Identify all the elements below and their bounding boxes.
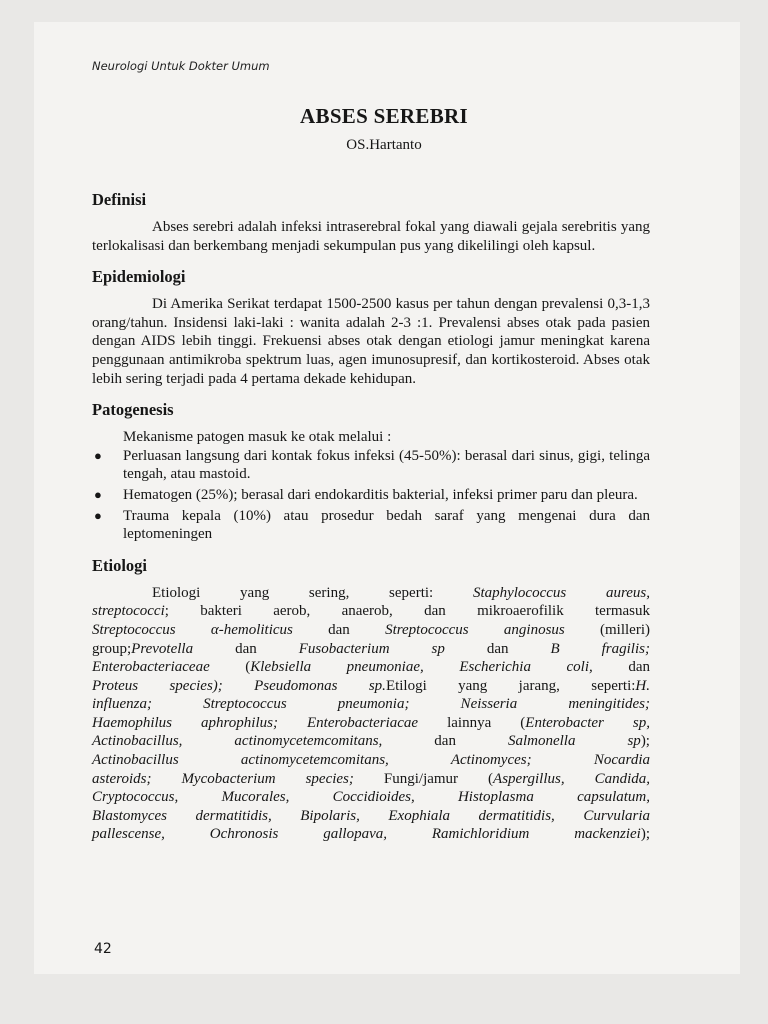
section-lead-text: Mekanisme patogen masuk ke otak melalui :	[123, 429, 392, 446]
list-item-text: Perluasan langsung dari kontak fokus infeksi (45-50%): berasal dari sinus, gigi, telinga tengah, atau mastoid.	[123, 447, 650, 483]
section-heading: Epidemiologi	[92, 267, 186, 287]
bullet-list	[92, 447, 650, 544]
text-run: Etilogi yang jarang, seperti:	[385, 677, 636, 694]
author-name: OS.Hartanto	[346, 137, 422, 153]
paragraph-line	[92, 770, 650, 789]
paragraph-line	[92, 695, 650, 714]
text-run: );	[640, 826, 650, 843]
list-item-text: Hematogen (25%); berasal dari endokarditis bakterial, infeksi primer paru dan pleura.	[123, 486, 638, 503]
text-run: dan	[592, 659, 650, 676]
section-paragraph	[92, 584, 650, 844]
italic-text-run: Aspergillus, Candida,	[493, 770, 650, 787]
paragraph-line	[92, 658, 650, 677]
italic-text-run: Blastomyces dermatitidis, Bipolaris, Exophiala dermatitidis, Curvularia	[92, 807, 650, 824]
paragraph-line	[92, 640, 650, 659]
italic-text-run: asteroids; Mycobacterium species;	[92, 770, 354, 787]
bullet-icon: ●	[94, 507, 102, 523]
text-run: (milleri)	[564, 621, 650, 638]
chapter-title: ABSES SEREBRI	[300, 104, 468, 128]
italic-text-run: Klebsiella pneumoniae, Escherichia coli,	[250, 659, 593, 676]
section-epidemiologi	[92, 267, 650, 388]
text-run: ; bakteri aerob, anaerob, dan mikroaerofilik termasuk	[164, 603, 650, 620]
italic-text-run: Enterobacteriaceae	[92, 659, 210, 676]
italic-text-run: Streptococcus α-hemoliticus	[92, 621, 293, 638]
bullet-icon: ●	[94, 486, 102, 502]
paragraph-line	[92, 677, 650, 696]
text-run: dan	[292, 621, 386, 638]
italic-text-run: Cryptococcus, Mucorales, Coccidioides, Histoplasma capsulatum,	[92, 789, 650, 806]
text-run: group;	[92, 640, 132, 657]
text-run: (	[209, 659, 251, 676]
italic-text-run: Actinobacillus actinomycetemcomitans, Actinomyces; Nocardia	[92, 752, 650, 769]
text-run: dan	[382, 733, 508, 750]
italic-text-run: streptococci	[92, 603, 165, 620]
paragraph-line	[92, 732, 650, 751]
text-run: dan	[444, 640, 551, 657]
list-item	[92, 486, 650, 505]
section-heading: Etiologi	[92, 555, 148, 575]
chapter-body	[92, 190, 650, 856]
italic-text-run: Haemophilus aphrophilus; Enterobacteriacae	[92, 714, 419, 731]
italic-text-run: Streptococcus anginosus	[385, 621, 565, 638]
paragraph-line	[92, 788, 650, 807]
section-heading: Patogenesis	[92, 400, 174, 420]
paragraph-line	[92, 602, 650, 621]
text-run: dan	[193, 640, 299, 657]
italic-text-run: Proteus species); Pseudomonas sp.	[92, 677, 386, 694]
text-run: lainnya (	[418, 714, 526, 731]
paragraph-line	[92, 825, 650, 844]
text-run: Fungi/jamur (	[353, 770, 494, 787]
paragraph-line	[92, 621, 650, 640]
text-run: );	[640, 733, 650, 750]
section-patogenesis	[92, 400, 650, 544]
italic-text-run: H.	[635, 677, 651, 694]
bullet-icon: ●	[94, 447, 102, 463]
section-heading: Definisi	[92, 190, 147, 209]
page-number: 42	[94, 941, 112, 957]
section-etiologi	[92, 556, 650, 844]
italic-text-run: Prevotella	[131, 640, 194, 657]
paragraph-line	[92, 807, 650, 826]
italic-text-run: Staphylococcus aureus,	[472, 584, 650, 601]
list-item	[92, 507, 650, 544]
italic-text-run: Enterobacter sp,	[525, 714, 650, 731]
list-item	[92, 447, 650, 484]
running-header: Neurologi Untuk Dokter Umum	[92, 59, 270, 73]
italic-text-run: influenza; Streptococcus pneumonia; Neisseria meningitides;	[92, 696, 650, 713]
paragraph-line	[92, 714, 650, 733]
section-paragraph: Di Amerika Serikat terdapat 1500-2500 kasus per tahun dengan prevalensi 0,3-1,3 orang/tahun. Insidensi laki-laki : wanita adalah 2-3 :1. Prevalensi abses otak pada pasien dengan AIDS lebih tinggi. Frekuensi abses otak dengan etiologi jamur meningkat karena penggunaan antimikroba spektrum luas, agen imunosupresif, dan kortikosteroid. Abses otak lebih sering terjadi pada 4 pertama dekade kehidupan.	[92, 296, 650, 387]
italic-text-run: pallescense, Ochronosis gallopava, Ramichloridium mackenziei	[92, 826, 641, 843]
italic-text-run: Salmonella sp	[507, 733, 641, 750]
paragraph-line	[92, 584, 650, 603]
section-definisi	[92, 190, 650, 255]
italic-text-run: Fusobacterium sp	[298, 640, 445, 657]
italic-text-run: Actinobacillus, actinomycetemcomitans,	[92, 733, 383, 750]
paragraph-line	[92, 751, 650, 770]
list-item-text: Trauma kepala (10%) atau prosedur bedah saraf yang mengenai dura dan leptomeningen	[123, 507, 650, 543]
text-run: Etiologi yang sering, seperti:	[152, 584, 473, 601]
italic-text-run: B fragilis;	[550, 640, 650, 657]
section-paragraph: Abses serebri adalah infeksi intraserebral fokal yang diawali gejala serebritis yang terlokalisasi dan berkembang menjadi sekumpulan pus yang dikelilingi oleh kapsul.	[92, 219, 650, 254]
